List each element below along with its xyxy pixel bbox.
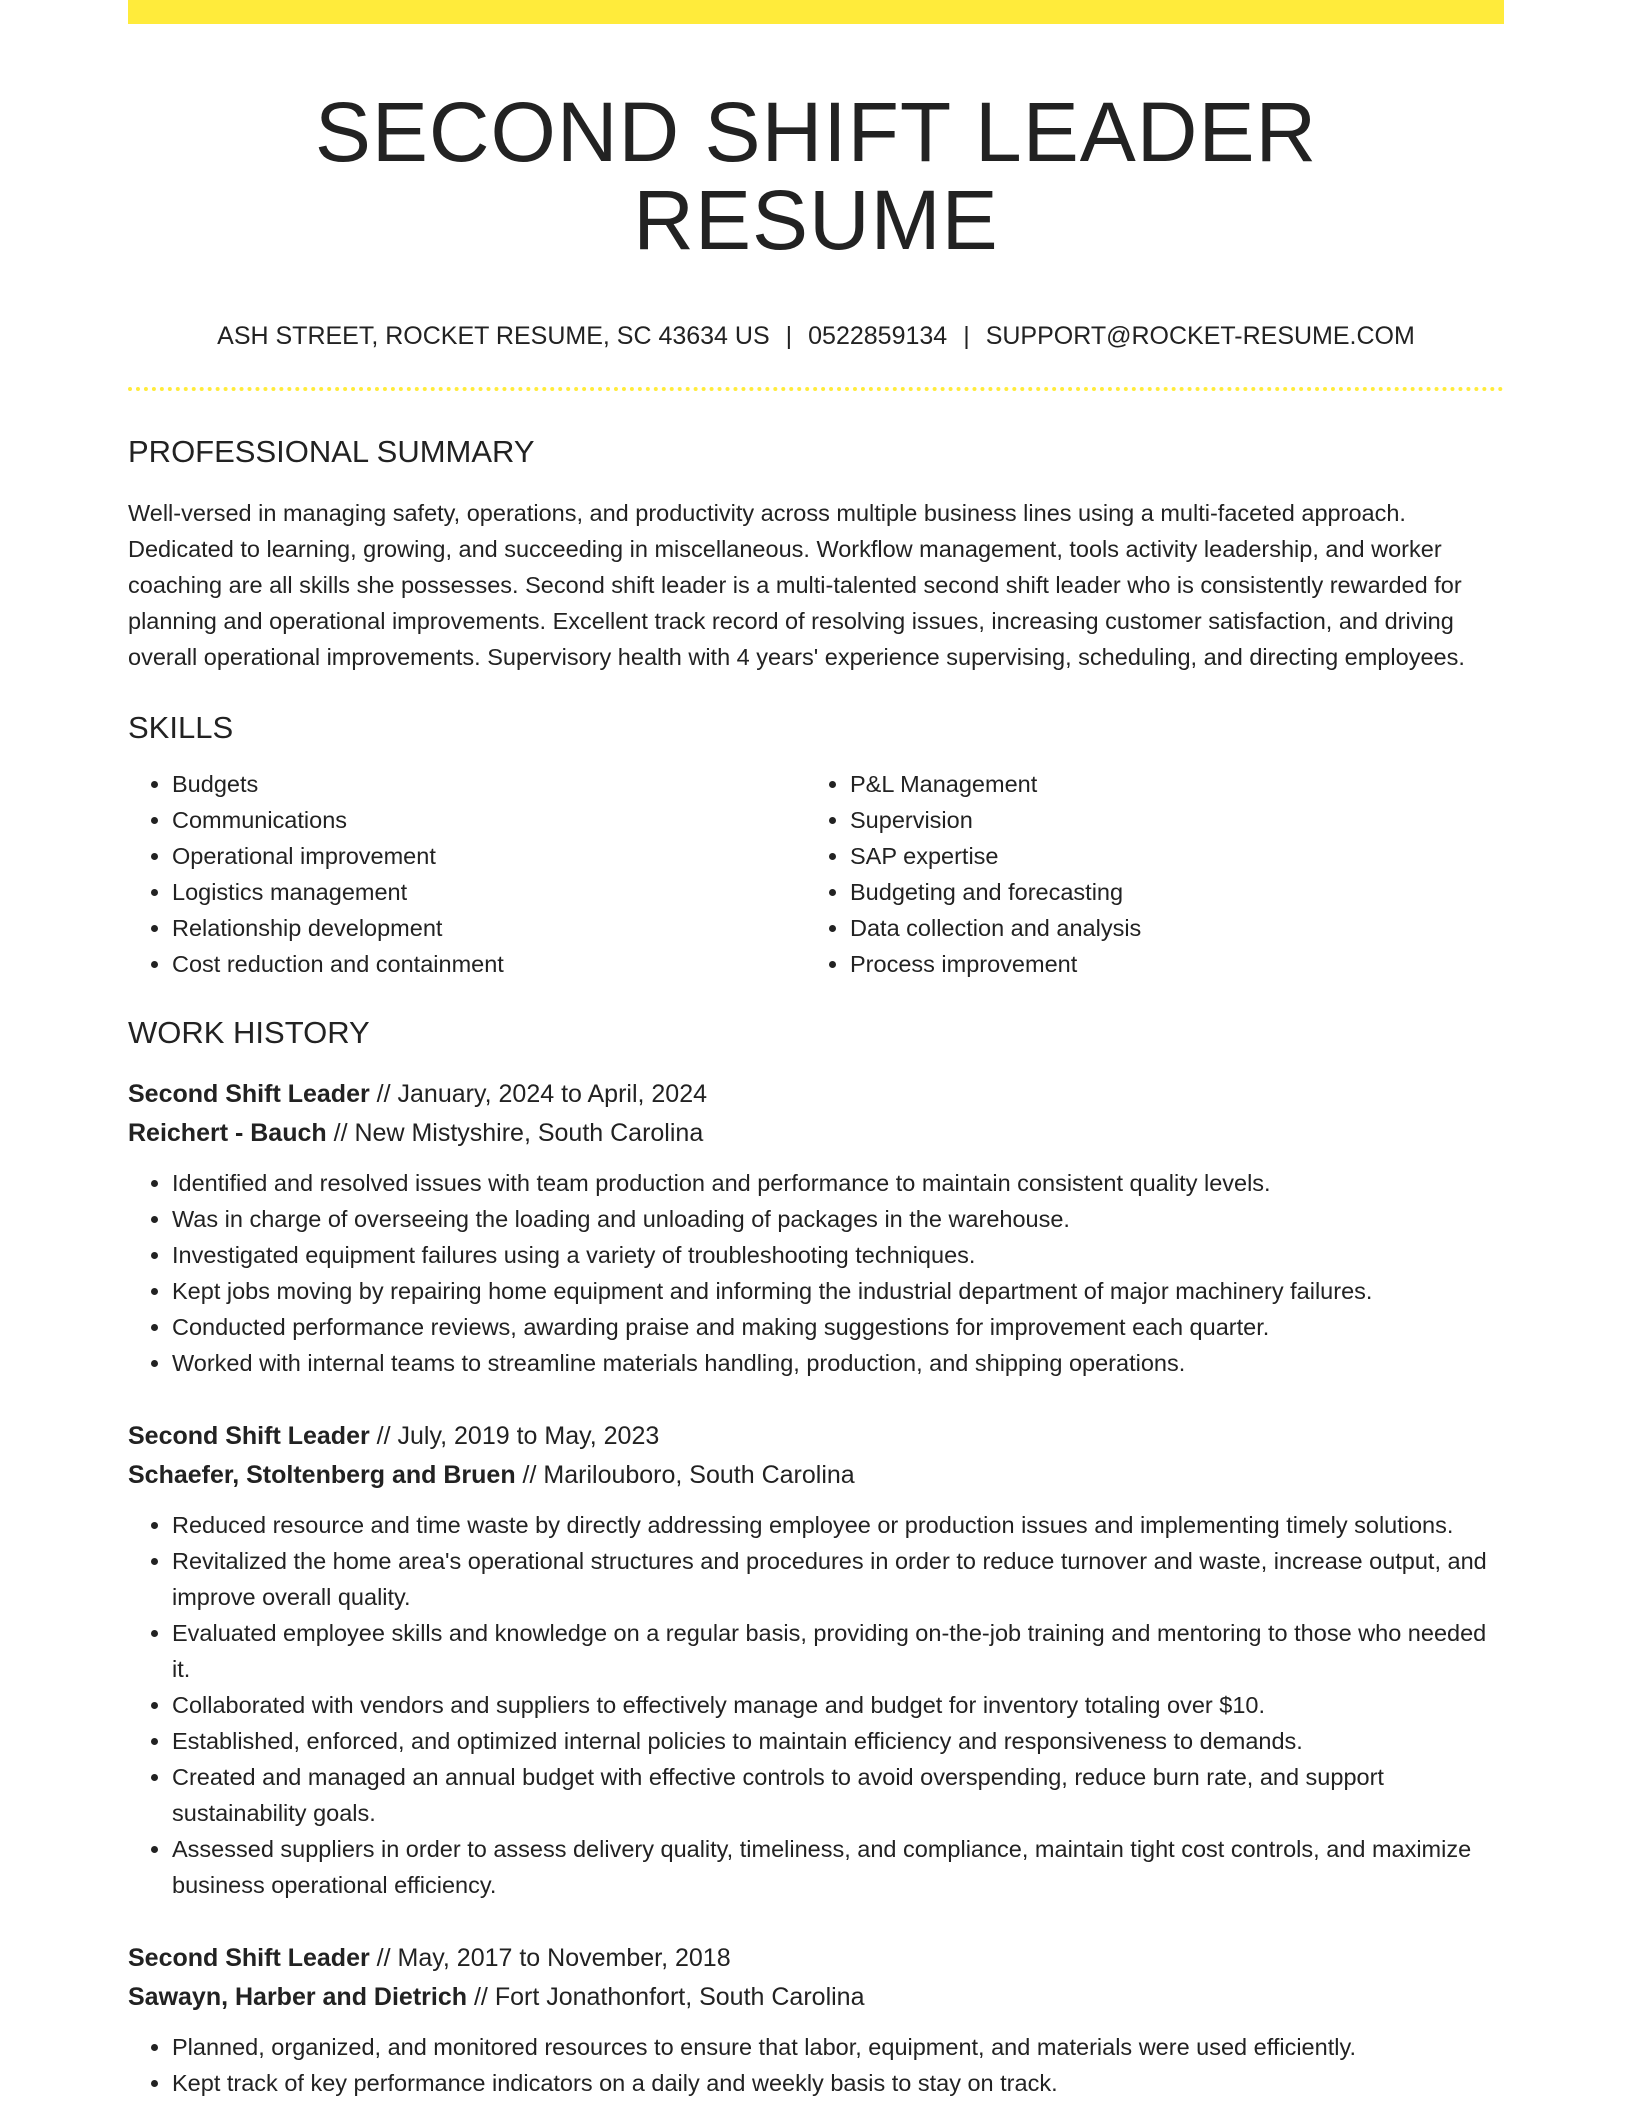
skill-item: • SAP expertise xyxy=(850,838,1450,874)
job-company: Sawayn, Harber and Dietrich xyxy=(128,1982,468,2011)
job-bullet: • Reduced resource and time waste by directly addressing employee or production issues and implementing timely solutions. xyxy=(172,1507,1504,1543)
job-divider: // xyxy=(376,1943,391,1972)
skills-list xyxy=(128,766,1504,982)
skill-item: • Supervision xyxy=(850,802,1450,838)
resume-title: SECOND SHIFT LEADER RESUME xyxy=(314,85,1318,268)
summary-text: Well-versed in managing safety, operations, and productivity across multiple business lines using a multi-faceted approach. Dedicated to learning, growing, and succeeding in miscellaneous. Workflow management, tools activity leadership, and worker coaching are all skills she possesses. Second shift leader is a multi-talented second shift leader who is consistently rewarded for planning and operational improvements. Excellent track record of resolving issues, increasing customer satisfaction, and driving overall operational improvements. Supervisory health with 4 years' experience supervising, scheduling, and directing employees. xyxy=(128,499,1465,670)
job-bullet: • Kept track of key performance indicators on a daily and weekly basis to stay on track. xyxy=(172,2065,1504,2101)
job-bullet: • Assessed suppliers in order to assess delivery quality, timeliness, and compliance, maintain tight cost controls, and maximize business operational efficiency. xyxy=(172,1831,1504,1903)
job-location: New Mistyshire, South Carolina xyxy=(354,1118,704,1147)
job-bullets xyxy=(128,2029,1504,2101)
job-bullets xyxy=(128,1507,1504,1903)
job-bullet: • Revitalized the home area's operational structures and procedures in order to reduce turnover and waste, increase output, and improve overall quality. xyxy=(172,1543,1504,1615)
job-company-line xyxy=(128,1114,1504,1153)
job-bullet: • Worked with internal teams to streamline materials handling, production, and shipping operations. xyxy=(172,1345,1504,1381)
resume-page xyxy=(128,0,1504,2101)
job-dates: May, 2017 to November, 2018 xyxy=(397,1943,731,1972)
job-title: Second Shift Leader xyxy=(128,1421,370,1450)
skill-item: • Relationship development xyxy=(172,910,806,946)
job-divider: // xyxy=(473,1982,488,2011)
top-accent-bar xyxy=(128,0,1504,24)
skills-column-left xyxy=(128,766,806,982)
job-bullet: • Established, enforced, and optimized internal policies to maintain efficiency and responsiveness to demands. xyxy=(172,1723,1504,1759)
skill-item: • Budgeting and forecasting xyxy=(850,874,1450,910)
job-divider: // xyxy=(376,1079,391,1108)
contact-line xyxy=(128,322,1504,351)
job-company-line xyxy=(128,1978,1504,2017)
contact-email: SUPPORT@ROCKET-RESUME.COM xyxy=(985,322,1415,351)
job-company: Schaefer, Stoltenberg and Bruen xyxy=(128,1460,516,1489)
skills-heading: SKILLS xyxy=(128,709,234,745)
job-location: Marilouboro, South Carolina xyxy=(543,1460,855,1489)
job-bullets xyxy=(128,1165,1504,1381)
skill-item: • Communications xyxy=(172,802,806,838)
job-bullet: • Identified and resolved issues with team production and performance to maintain consistent quality levels. xyxy=(172,1165,1504,1201)
summary-heading: PROFESSIONAL SUMMARY xyxy=(128,434,535,470)
skill-item: • Data collection and analysis xyxy=(850,910,1450,946)
job-dates: January, 2024 to April, 2024 xyxy=(397,1079,708,1108)
job-entry xyxy=(128,1939,1504,2101)
job-bullet: • Kept jobs moving by repairing home equipment and informing the industrial department of major machinery failures. xyxy=(172,1273,1504,1309)
contact-phone: 0522859134 xyxy=(808,322,948,351)
job-company: Reichert - Bauch xyxy=(128,1118,327,1147)
job-title: Second Shift Leader xyxy=(128,1079,370,1108)
skill-item: • Cost reduction and containment xyxy=(172,946,806,982)
skills-column-right xyxy=(806,766,1450,982)
job-title: Second Shift Leader xyxy=(128,1943,370,1972)
job-bullet: • Created and managed an annual budget with effective controls to avoid overspending, reduce burn rate, and support sustainability goals. xyxy=(172,1759,1504,1831)
job-divider: // xyxy=(522,1460,537,1489)
work-history-heading: WORK HISTORY xyxy=(128,1014,370,1050)
skill-item: • Process improvement xyxy=(850,946,1450,982)
contact-separator: | xyxy=(963,322,970,351)
job-title-line xyxy=(128,1417,1504,1456)
skill-item: • Operational improvement xyxy=(172,838,806,874)
job-bullet: • Collaborated with vendors and suppliers to effectively manage and budget for inventory totaling over $10. xyxy=(172,1687,1504,1723)
job-divider: // xyxy=(333,1118,348,1147)
dotted-divider xyxy=(128,387,1504,391)
job-entry xyxy=(128,1417,1504,1903)
job-divider: // xyxy=(376,1421,391,1450)
job-entry xyxy=(128,1075,1504,1381)
job-location: Fort Jonathonfort, South Carolina xyxy=(494,1982,865,2011)
job-bullet: • Evaluated employee skills and knowledge on a regular basis, providing on-the-job training and mentoring to those who needed it. xyxy=(172,1615,1504,1687)
job-bullet: • Investigated equipment failures using a variety of troubleshooting techniques. xyxy=(172,1237,1504,1273)
contact-address: ASH STREET, ROCKET RESUME, SC 43634 US xyxy=(217,322,770,351)
job-company-line xyxy=(128,1456,1504,1495)
job-bullet: • Planned, organized, and monitored resources to ensure that labor, equipment, and materials were used efficiently. xyxy=(172,2029,1504,2065)
job-title-line xyxy=(128,1075,1504,1114)
skill-item: • Logistics management xyxy=(172,874,806,910)
job-bullet: • Conducted performance reviews, awarding praise and making suggestions for improvement each quarter. xyxy=(172,1309,1504,1345)
job-title-line xyxy=(128,1939,1504,1978)
job-bullet: • Was in charge of overseeing the loading and unloading of packages in the warehouse. xyxy=(172,1201,1504,1237)
skill-item: • P&L Management xyxy=(850,766,1450,802)
skill-item: • Budgets xyxy=(172,766,806,802)
job-dates: July, 2019 to May, 2023 xyxy=(397,1421,660,1450)
contact-separator: | xyxy=(785,322,793,351)
